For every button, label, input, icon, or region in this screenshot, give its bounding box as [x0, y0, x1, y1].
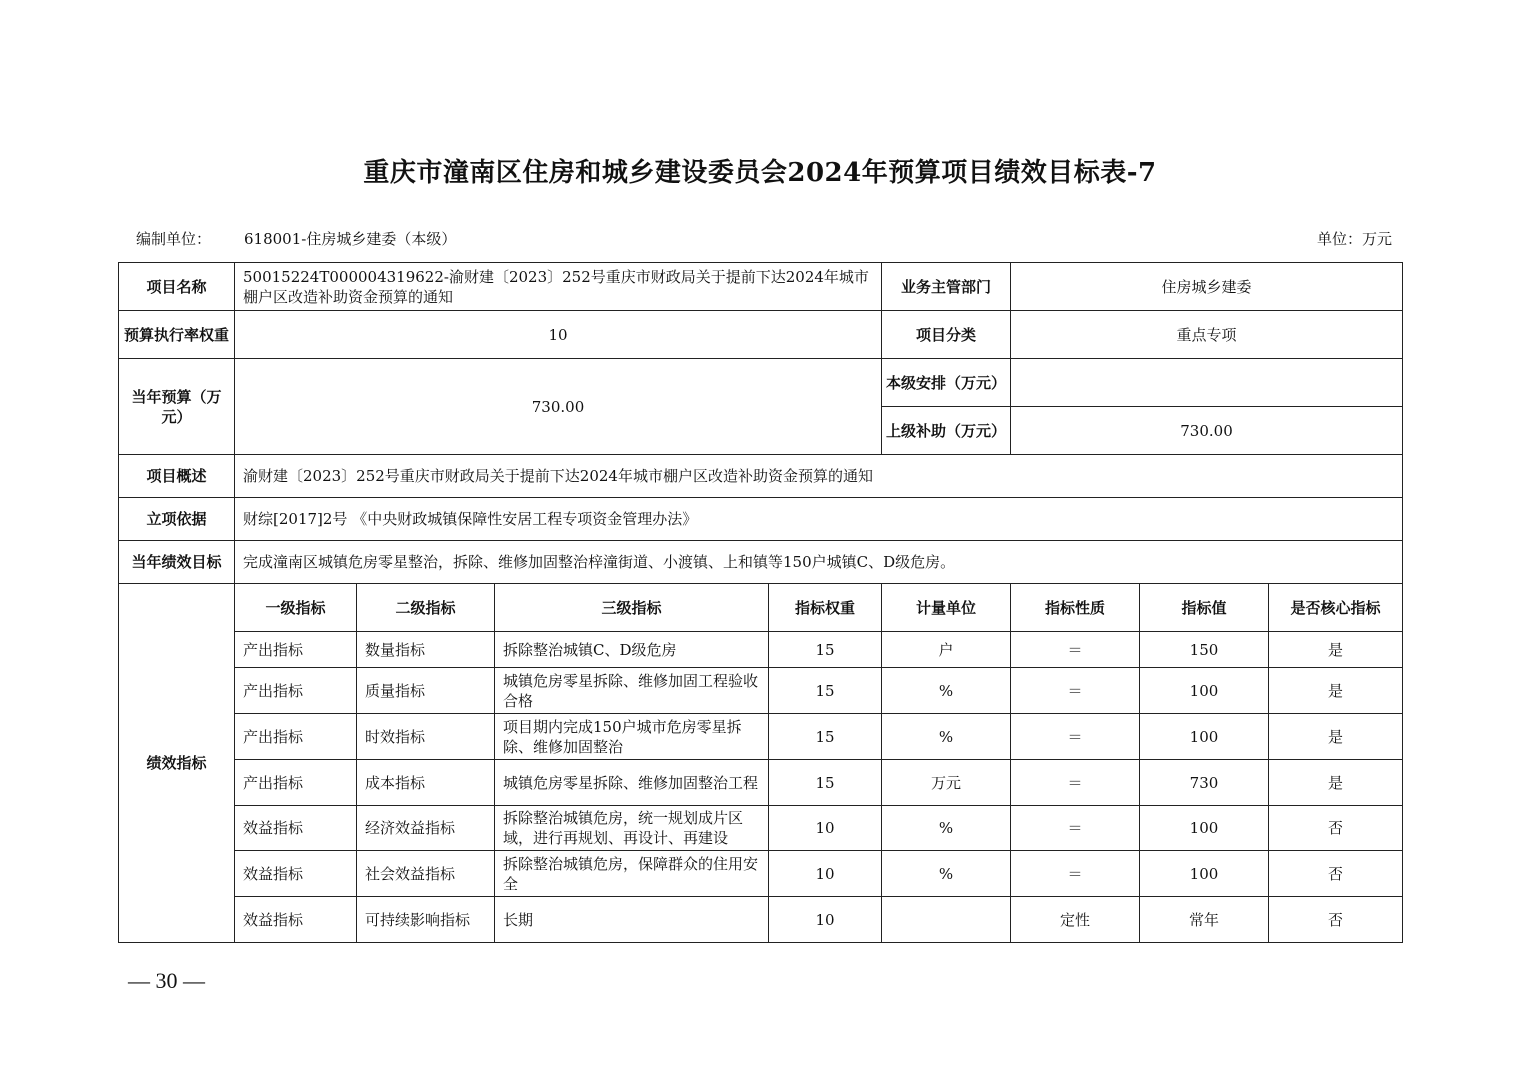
indicator-nature: ＝ [1011, 806, 1140, 851]
exec-weight-label: 预算执行率权重 [119, 311, 235, 359]
indicator-l3: 长期 [495, 897, 769, 943]
row-budget [119, 359, 1403, 407]
category-value: 重点专项 [1011, 311, 1403, 359]
header-weight: 指标权重 [769, 584, 882, 632]
indicator-l3: 城镇危房零星拆除、维修加固工程验收合格 [495, 668, 769, 714]
indicator-l3: 拆除整治城镇危房，保障群众的住用安全 [495, 851, 769, 897]
goal-label: 当年绩效目标 [119, 541, 235, 584]
indicator-nature: 定性 [1011, 897, 1140, 943]
indicator-l1: 产出指标 [235, 632, 357, 668]
header-l1: 一级指标 [235, 584, 357, 632]
currency-label: 单位：万元 [1316, 230, 1392, 248]
indicator-value: 100 [1140, 668, 1269, 714]
indicator-l2: 经济效益指标 [357, 806, 495, 851]
indicator-l2: 社会效益指标 [357, 851, 495, 897]
project-name-value: 50015224T000004319622-渝财建〔2023〕252号重庆市财政局关于提前下达2024年城市棚户区改造补助资金预算的通知 [235, 263, 882, 311]
indicator-weight: 10 [769, 806, 882, 851]
row-overview [119, 455, 1403, 498]
category-label: 项目分类 [882, 311, 1011, 359]
indicator-l1: 产出指标 [235, 760, 357, 806]
indicator-value: 150 [1140, 632, 1269, 668]
project-name-label: 项目名称 [119, 263, 235, 311]
indicator-weight: 10 [769, 851, 882, 897]
indicator-nature: ＝ [1011, 760, 1140, 806]
table-row [119, 806, 1403, 851]
indicator-unit: 万元 [882, 760, 1011, 806]
indicator-core: 是 [1269, 668, 1403, 714]
indicator-unit: 户 [882, 632, 1011, 668]
basis-value: 财综[2017]2号 《中央财政城镇保障性安居工程专项资金管理办法》 [235, 498, 1403, 541]
header-value: 指标值 [1140, 584, 1269, 632]
table-row [119, 897, 1403, 943]
row-basis [119, 498, 1403, 541]
exec-weight-value: 10 [235, 311, 882, 359]
indicator-nature: ＝ [1011, 851, 1140, 897]
budget-label: 当年预算（万元） [119, 359, 235, 455]
indicator-core: 否 [1269, 806, 1403, 851]
indicator-value: 730 [1140, 760, 1269, 806]
performance-table [118, 262, 1403, 943]
dept-value: 住房城乡建委 [1011, 263, 1403, 311]
indicator-l3: 拆除整治城镇C、D级危房 [495, 632, 769, 668]
indicator-l2: 数量指标 [357, 632, 495, 668]
local-value [1011, 359, 1403, 407]
indicator-header-row [119, 584, 1403, 632]
unit-label: 编制单位： [136, 230, 212, 248]
row-goal [119, 541, 1403, 584]
indicator-value: 常年 [1140, 897, 1269, 943]
overview-label: 项目概述 [119, 455, 235, 498]
row-exec-weight [119, 311, 1403, 359]
header-core: 是否核心指标 [1269, 584, 1403, 632]
indicator-l3: 城镇危房零星拆除、维修加固整治工程 [495, 760, 769, 806]
indicator-core: 是 [1269, 760, 1403, 806]
local-label: 本级安排（万元） [882, 359, 1011, 407]
indicator-l2: 成本指标 [357, 760, 495, 806]
indicator-value: 100 [1140, 851, 1269, 897]
page-title: 重庆市潼南区住房和城乡建设委员会2024年预算项目绩效目标表-7 [363, 158, 1157, 188]
indicator-value: 100 [1140, 714, 1269, 760]
indicator-l1: 效益指标 [235, 897, 357, 943]
table-row [119, 851, 1403, 897]
upper-label: 上级补助（万元） [882, 407, 1011, 455]
indicator-l3: 项目期内完成150户城市危房零星拆除、维修加固整治 [495, 714, 769, 760]
indicator-nature: ＝ [1011, 668, 1140, 714]
table-row [119, 714, 1403, 760]
budget-value: 730.00 [235, 359, 882, 455]
indicator-weight: 15 [769, 760, 882, 806]
indicator-l1: 产出指标 [235, 668, 357, 714]
indicator-nature: ＝ [1011, 714, 1140, 760]
table-row [119, 760, 1403, 806]
unit-value: 618001-住房城乡建委（本级） [244, 230, 457, 248]
upper-value: 730.00 [1011, 407, 1403, 455]
indicator-l1: 产出指标 [235, 714, 357, 760]
indicator-value: 100 [1140, 806, 1269, 851]
indicator-unit: % [882, 851, 1011, 897]
header-unit: 计量单位 [882, 584, 1011, 632]
indicator-nature: ＝ [1011, 632, 1140, 668]
indicator-unit: % [882, 806, 1011, 851]
unit-line [136, 228, 1392, 250]
table-row [119, 668, 1403, 714]
indicator-l2: 质量指标 [357, 668, 495, 714]
indicator-weight: 15 [769, 714, 882, 760]
indicator-l2: 时效指标 [357, 714, 495, 760]
dept-label: 业务主管部门 [882, 263, 1011, 311]
overview-value: 渝财建〔2023〕252号重庆市财政局关于提前下达2024年城市棚户区改造补助资金预算的通知 [235, 455, 1403, 498]
indicator-core: 否 [1269, 897, 1403, 943]
page-number: — 30 — [128, 968, 205, 993]
header-nature: 指标性质 [1011, 584, 1140, 632]
header-l2: 二级指标 [357, 584, 495, 632]
indicator-l2: 可持续影响指标 [357, 897, 495, 943]
indicator-core: 否 [1269, 851, 1403, 897]
indicator-core: 是 [1269, 632, 1403, 668]
perf-label: 绩效指标 [119, 584, 235, 943]
indicator-unit: % [882, 668, 1011, 714]
basis-label: 立项依据 [119, 498, 235, 541]
indicator-unit: % [882, 714, 1011, 760]
goal-value: 完成潼南区城镇危房零星整治，拆除、维修加固整治梓潼街道、小渡镇、上和镇等150户城镇C、D级危房。 [235, 541, 1403, 584]
indicator-l1: 效益指标 [235, 806, 357, 851]
indicator-weight: 15 [769, 632, 882, 668]
header-l3: 三级指标 [495, 584, 769, 632]
indicator-weight: 10 [769, 897, 882, 943]
table-row [119, 632, 1403, 668]
indicator-l1: 效益指标 [235, 851, 357, 897]
indicator-weight: 15 [769, 668, 882, 714]
indicator-unit [882, 897, 1011, 943]
indicator-core: 是 [1269, 714, 1403, 760]
row-project-name [119, 263, 1403, 311]
indicator-l3: 拆除整治城镇危房，统一规划成片区域，进行再规划、再设计、再建设 [495, 806, 769, 851]
